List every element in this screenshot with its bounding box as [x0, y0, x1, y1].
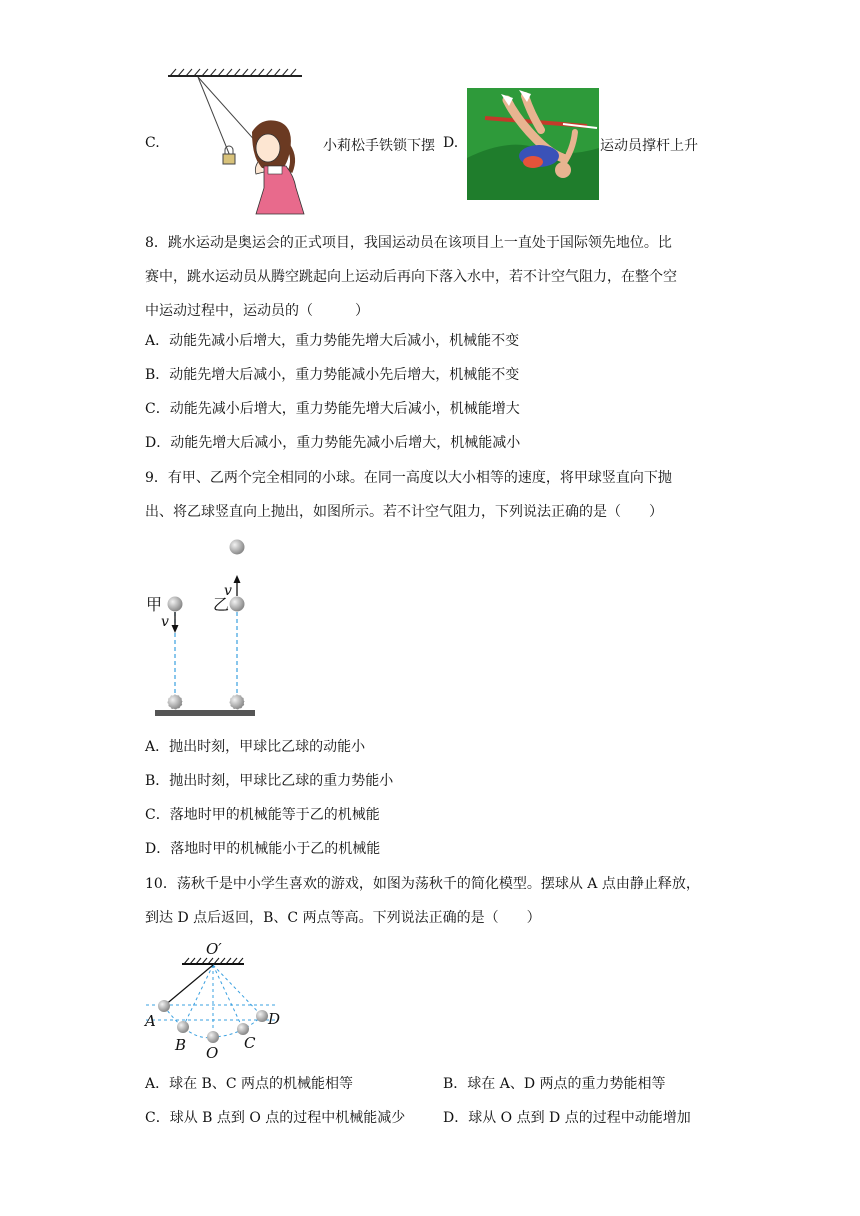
ball-yi-top [230, 540, 245, 555]
q9-stem-line-1: 9．有甲、乙两个完全相同的小球。在同一高度以大小相等的速度，将甲球竖直向下抛 [145, 470, 672, 486]
q10-option-a: A．球在 B、C 两点的机械能相等 [145, 1076, 354, 1092]
q10-option-d: D．球从 O 点到 D 点的过程中动能增加 [443, 1110, 691, 1126]
label-jia: 甲 [146, 595, 163, 614]
q9-option-d: D．落地时甲的机械能小于乙的机械能 [145, 841, 381, 857]
ball-yi-ground [230, 695, 245, 710]
ball-jia-ground [168, 695, 183, 710]
label-yi: 乙 [213, 595, 230, 614]
q9-stem-line-2: 出、将乙球竖直向上抛出，如图所示。若不计空气阻力，下列说法正确的是（ ） [145, 504, 663, 520]
ball-jia [168, 597, 183, 612]
q10-option-b: B．球在 A、D 两点的重力势能相等 [443, 1076, 666, 1092]
q8-stem-line-1: 8．跳水运动是奥运会的正式项目，我国运动员在该项目上一直处于国际领先地位。比 [145, 235, 672, 251]
ball-O [207, 1031, 219, 1043]
label-A: A [145, 1012, 156, 1030]
q8-stem-line-2: 赛中，跳水运动员从腾空跳起向上运动后再向下落入水中，若不计空气阻力，在整个空 [145, 269, 677, 285]
q9-option-b: B．抛出时刻，甲球比乙球的重力势能小 [145, 773, 394, 789]
ball-D [256, 1010, 268, 1022]
label-C: C [244, 1034, 256, 1052]
q9-option-c: C．落地时甲的机械能等于乙的机械能 [145, 807, 380, 823]
q10-swing-pendulum-diagram [140, 934, 290, 1064]
label-v2: v [224, 583, 232, 599]
q8-option-a: A．动能先减小后增大，重力势能先增大后减小，机械能不变 [145, 333, 520, 349]
q8-option-d: D．动能先增大后减小，重力势能先减小后增大，机械能减小 [145, 435, 521, 451]
label-B: B [175, 1036, 187, 1054]
q9-option-a: A．抛出时刻，甲球比乙球的动能小 [145, 739, 366, 755]
label-v1: v [161, 614, 169, 630]
q7-option-d-text: 运动员撑杆上升 [600, 138, 698, 154]
q10-option-c: C．球从 B 点到 O 点的过程中机械能减少 [145, 1110, 406, 1126]
girl-pendulum-illustration [160, 66, 330, 216]
ground-bar [155, 710, 255, 716]
pole-vaulter-photo [467, 88, 599, 200]
q8-option-b: B．动能先增大后减小，重力势能减小先后增大，机械能不变 [145, 367, 520, 383]
ball-A [158, 1000, 170, 1012]
q8-stem-line-3: 中运动过程中，运动员的（ ） [145, 303, 369, 319]
q9-ball-throw-diagram [140, 532, 270, 722]
q8-option-c: C．动能先减小后增大，重力势能先增大后减小，机械能增大 [145, 401, 520, 417]
q10-stem-line-1: 10．荡秋千是中小学生喜欢的游戏，如图为荡秋千的简化模型。摆球从 A 点由静止释放， [145, 876, 700, 892]
ball-B [177, 1021, 189, 1033]
q7-option-c-letter: C. [145, 135, 160, 151]
label-O-prime: O′ [206, 940, 222, 958]
q7-option-c-text: 小莉松手铁锁下摆 [323, 138, 435, 154]
q7-option-d-letter: D. [443, 135, 459, 151]
q10-stem-line-2: 到达 D 点后返回，B、C 两点等高。下列说法正确的是（ ） [145, 910, 541, 926]
label-D: D [268, 1010, 281, 1028]
label-O: O [206, 1044, 219, 1062]
